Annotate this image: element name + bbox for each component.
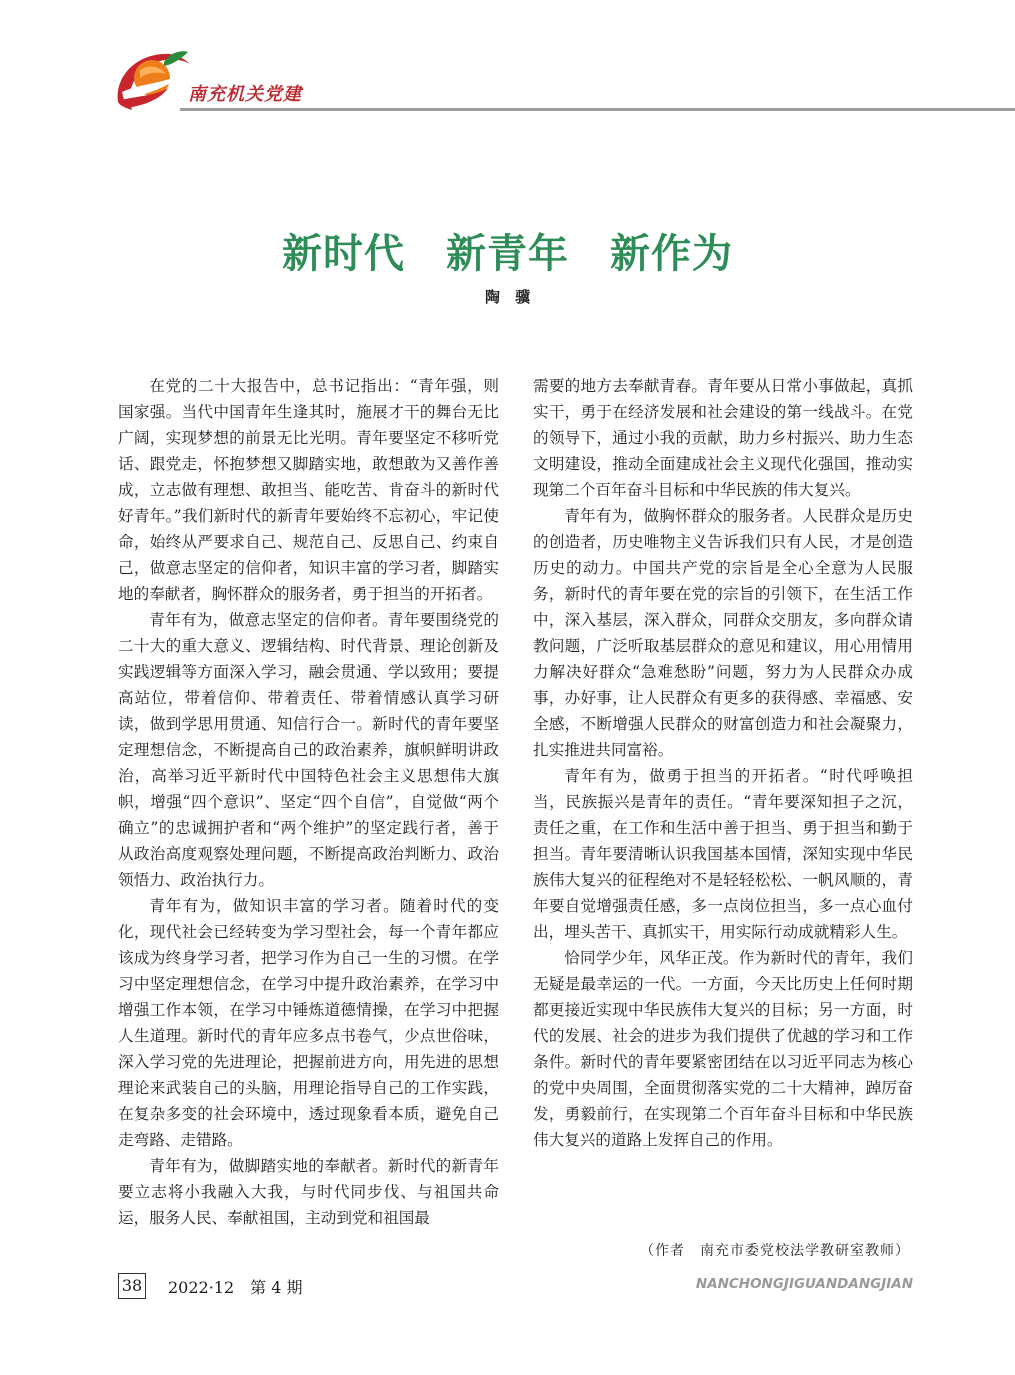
journal-brand-name: 南充机关党建 bbox=[188, 84, 302, 105]
journal-logo-icon bbox=[112, 44, 192, 116]
paragraph: 青年有为，做勇于担当的开拓者。“时代呼唤担当，民族振兴是青年的责任。“青年要深知担子之沉，责任之重，在工作和生活中善于担当、勇于担当和勤于担当。青年要清晰认识我国基本国情，深知实现中华民族伟大复兴的征程绝对不是轻轻松松、一帆风顺的，青年要自觉增强责任感，多一点岗位担当，多一点心血付出，埋头苦干、真抓实干，用实际行动成就精彩人生。 bbox=[533, 767, 913, 941]
paragraph: 在党的二十大报告中，总书记指出：“青年强，则国家强。当代中国青年生逢其时，施展才干的舞台无比广阔，实现梦想的前景无比光明。青年要坚定不移听党话、跟党走，怀抱梦想又脚踏实地，敢想敢为又善作善成，立志做有理想、敢担当、能吃苦、肯奋斗的新时代好青年。”我们新时代的新青年要始终不忘初心，牢记使命，始终从严要求自己、规范自己、反思自己、约束自己，做意志坚定的信仰者，知识丰富的学习者，脚踏实地的奉献者，胸怀群众的服务者，勇于担当的开拓者。 bbox=[118, 377, 499, 603]
paragraph: 需要的地方去奉献青春。青年要从日常小事做起，真抓实干，勇于在经济发展和社会建设的第一线战斗。在党的领导下，通过小我的贡献，助力乡村振兴、助力生态文明建设，推动全面建成社会主义现代化强国，推动实现第二个百年奋斗目标和中华民族的伟大复兴。 bbox=[533, 377, 913, 499]
header-rule bbox=[180, 108, 1015, 111]
paragraph: 恰同学少年，风华正茂。作为新时代的青年，我们无疑是最幸运的一代。一方面，今天比历史上任何时期都更接近实现中华民族伟大复兴的目标；另一方面，时代的发展、社会的进步为我们提供了优越的学习和工作条件。新时代的青年要紧密团结在以习近平同志为核心的党中央周围，全面贯彻落实党的二十大精神，踔厉奋发，勇毅前行，在实现第二个百年奋斗目标和中华民族伟大复兴的道路上发挥自己的作用。 bbox=[533, 949, 913, 1149]
issue-info: 2022·12 第 4 期 bbox=[168, 1278, 303, 1297]
author-byline: （作者 南充市委党校法学教研室教师） bbox=[640, 1243, 910, 1259]
article-title: 新时代 新青年 新作为 bbox=[282, 231, 733, 277]
paragraph: 青年有为，做意志坚定的信仰者。青年要围绕党的二十大的重大意义、逻辑结构、时代背景、理论创新及实践逻辑等方面深入学习，融会贯通、学以致用；要提高站位，带着信仰、带着责任、带着情感认真学习研读，做到学思用贯通、知信行合一。新时代的青年要坚定理想信念，不断提高自己的政治素养，旗帜鲜明讲政治，高举习近平新时代中国特色社会主义思想伟大旗帜，增强“四个意识”、坚定“四个自信”，自觉做“两个确立”的忠诚拥护者和“两个维护”的坚定践行者，善于从政治高度观察处理问题，不断提高政治判断力、政治领悟力、政治执行力。 bbox=[118, 611, 499, 889]
article-body-left-column bbox=[118, 373, 499, 1231]
logo-green-leaf bbox=[164, 51, 188, 66]
article-body-right-column bbox=[533, 373, 913, 1153]
page-number: 38 bbox=[118, 1273, 146, 1299]
paragraph: 青年有为，做知识丰富的学习者。随着时代的变化，现代社会已经转变为学习型社会，每一个青年都应该成为终身学习者，把学习作为自己一生的习惯。在学习中坚定理想信念，在学习中提升政治素养，在学习中增强工作本领，在学习中锤炼道德情操，在学习中把握人生道理。新时代的青年应多点书卷气，少点世俗味，深入学习党的先进理论，把握前进方向，用先进的思想理论来武装自己的头脑，用理论指导自己的工作实践，在复杂多变的社会环境中，透过现象看本质，避免自己走弯路、走错路。 bbox=[118, 897, 499, 1149]
article-author: 陶 骥 bbox=[484, 288, 530, 306]
paragraph: 青年有为，做脚踏实地的奉献者。新时代的新青年要立志将小我融入大我，与时代同步伐、与祖国共命运，服务人民、奉献祖国，主动到党和祖国最 bbox=[118, 1157, 499, 1227]
paragraph: 青年有为，做胸怀群众的服务者。人民群众是历史的创造者，历史唯物主义告诉我们只有人民，才是创造历史的动力。中国共产党的宗旨是全心全意为人民服务，新时代的青年要在党的宗旨的引领下，在生活工作中，深入基层，深入群众，同群众交朋友，多向群众请教问题，广泛听取基层群众的意见和建议，用心用情用力解决好群众“急难愁盼”问题，努力为人民群众办成事，办好事，让人民群众有更多的获得感、幸福感、安全感，不断增强人民群众的财富创造力和社会凝聚力，扎实推进共同富裕。 bbox=[533, 507, 913, 759]
journal-pinyin-name: NANCHONGJIGUANDANGJIAN bbox=[695, 1276, 913, 1292]
